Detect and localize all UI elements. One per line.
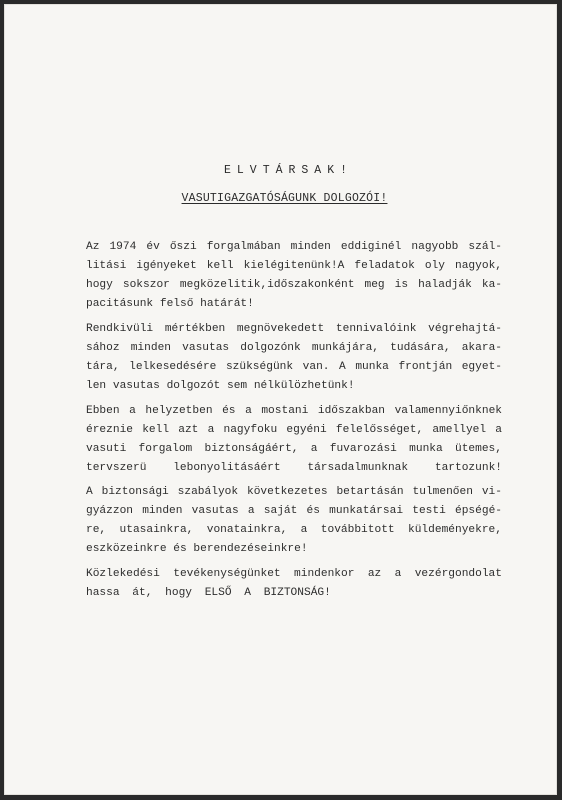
paragraph-1-line-4: pacitásunk felső határát!	[86, 298, 254, 310]
paragraph-5-line-2: hassa át, hogy ELSŐ A BIZTONSÁG!	[86, 587, 331, 599]
paragraph-1-line-2: litási igényeket kell kielégitenünk!A feladatok oly nagyok,	[86, 260, 502, 272]
paragraph-4-line-3: re, utasainkra, vonatainkra, a továbbitott küldeményekre,	[86, 524, 502, 536]
paragraph-1-line-1: Az 1974 év őszi forgalmában minden eddiginél nagyobb szál-	[86, 241, 502, 253]
document-subtitle: VASUTIGAZGATÓSÁGUNK DOLGOZÓI!	[181, 192, 388, 205]
paragraph-5-line-1: Közlekedési tevékenységünket mindenkor az a vezérgondolat	[86, 568, 502, 580]
paragraph-2-line-2: sához minden vasutas dolgozónk munkájára, tudására, akara-	[86, 342, 502, 354]
paragraph-4-line-4: eszközeinkre és berendezéseinkre!	[86, 543, 308, 555]
paragraph-3-line-1: Ebben a helyzetben és a mostani időszakban valamennyiőnknek	[86, 405, 502, 417]
paragraph-3-line-4: tervszerü lebonyolitásáért társadalmunknak tartozunk!	[86, 462, 502, 474]
paragraph-4-line-2: gyázzon minden vasutas a saját és munkatársai testi épségé-	[86, 505, 502, 517]
paragraph-3-line-2: éreznie kell azt a nagyfoku egyéni felelősséget, amellyel a	[86, 424, 502, 436]
paragraph-1-line-3: hogy sokszor megközelitik,időszakonként meg is haladják ka-	[86, 279, 502, 291]
paragraph-3-line-3: vasuti forgalom biztonságáért, a fuvarozási munka ütemes,	[86, 443, 502, 455]
paragraph-2-line-1: Rendkivüli mértékben megnövekedett tennivalóink végrehajtá-	[86, 323, 502, 335]
document-page	[4, 4, 557, 795]
document-title: ELVTÁRSAK!	[223, 164, 353, 177]
paragraph-2-line-3: tára, lelkesedésére szükségünk van. A munka frontján egyet-	[86, 361, 502, 373]
paragraph-2-line-4: len vasutas dolgozót sem nélkülözhetünk!	[86, 380, 355, 392]
paragraph-4-line-1: A biztonsági szabályok következetes betartásán tulmenően vi-	[86, 486, 502, 498]
